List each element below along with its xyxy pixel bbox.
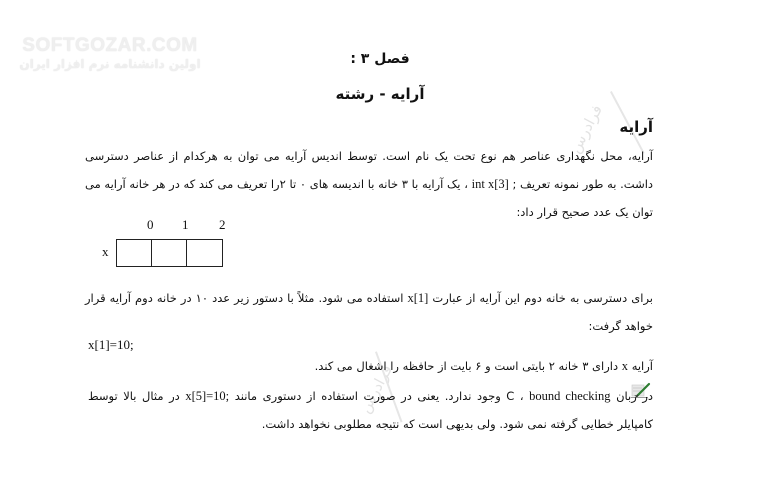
array-cell bbox=[187, 240, 222, 266]
section-title: آرایه bbox=[619, 118, 653, 136]
chapter-title: آرایه - رشته bbox=[335, 85, 425, 103]
text: آرایه، محل نگهداری عناصر هم نوع تحت یک نام است. توسط اندیس آرایه می توان به هرکدام از عناصر دسترسی داشت. به طور نمونه تعریف ; bbox=[85, 149, 654, 191]
text: آرایه bbox=[631, 359, 653, 373]
diagonal-watermark-text: فرادرس bbox=[565, 101, 607, 157]
array-cells bbox=[116, 239, 223, 267]
array-variable-label: x bbox=[102, 244, 109, 259]
inline-code: int x[3] bbox=[471, 177, 509, 191]
paragraph-definition bbox=[85, 142, 653, 226]
array-index: 1 bbox=[182, 217, 189, 232]
text: وجود ندارد. یعنی در صورت استفاده از دستوری مانند bbox=[234, 389, 501, 403]
text: استفاده می شود. مثلاً با دستور زیر عدد ۱۰ در خانه دوم آرایه قرار خواهد گرفت: bbox=[85, 291, 653, 333]
watermark-brand: SOFTGOZAR.COM bbox=[22, 35, 198, 56]
inline-code: x[1] bbox=[407, 291, 429, 305]
array-cell bbox=[152, 240, 187, 266]
text: ، یک آرایه با ۳ خانه با اندیسه های ۰ تا ۲را تعریف می کند که در هر خانه آرایه می توان یک عدد صحیح قرار داد: bbox=[85, 177, 653, 219]
text: برای دسترسی به خانه دوم این آرایه از عبارت bbox=[432, 291, 653, 305]
text: در زبان C ، bbox=[506, 389, 653, 403]
array-cell bbox=[117, 240, 152, 266]
code-assignment: x[1]=10; bbox=[88, 337, 134, 352]
inline-code: x bbox=[621, 359, 629, 373]
diagonal-watermark-text: فرادرس bbox=[355, 361, 397, 417]
watermark-tagline: اولین دانشنامه نرم افزار ایران bbox=[19, 57, 201, 71]
inline-code: bound checking bbox=[529, 389, 611, 403]
paragraph-memory bbox=[85, 352, 653, 380]
chapter-number: فصل ۳ : bbox=[350, 51, 410, 67]
text: دارای ۳ خانه ۲ بایتی است و ۶ بایت از حافظه را اشغال می کند. bbox=[314, 359, 619, 373]
paragraph-access bbox=[85, 284, 653, 340]
paragraph-bound-checking bbox=[88, 382, 653, 438]
inline-code: x[5]=10; bbox=[185, 389, 230, 403]
array-index: 0 bbox=[147, 217, 154, 232]
array-index: 2 bbox=[219, 217, 226, 232]
text: در مثال بالا توسط کامپایلر خطایی گرفته نمی شود. ولی بدیهی است که نتیجه مطلوبی نخواهد داشت. bbox=[88, 389, 653, 431]
